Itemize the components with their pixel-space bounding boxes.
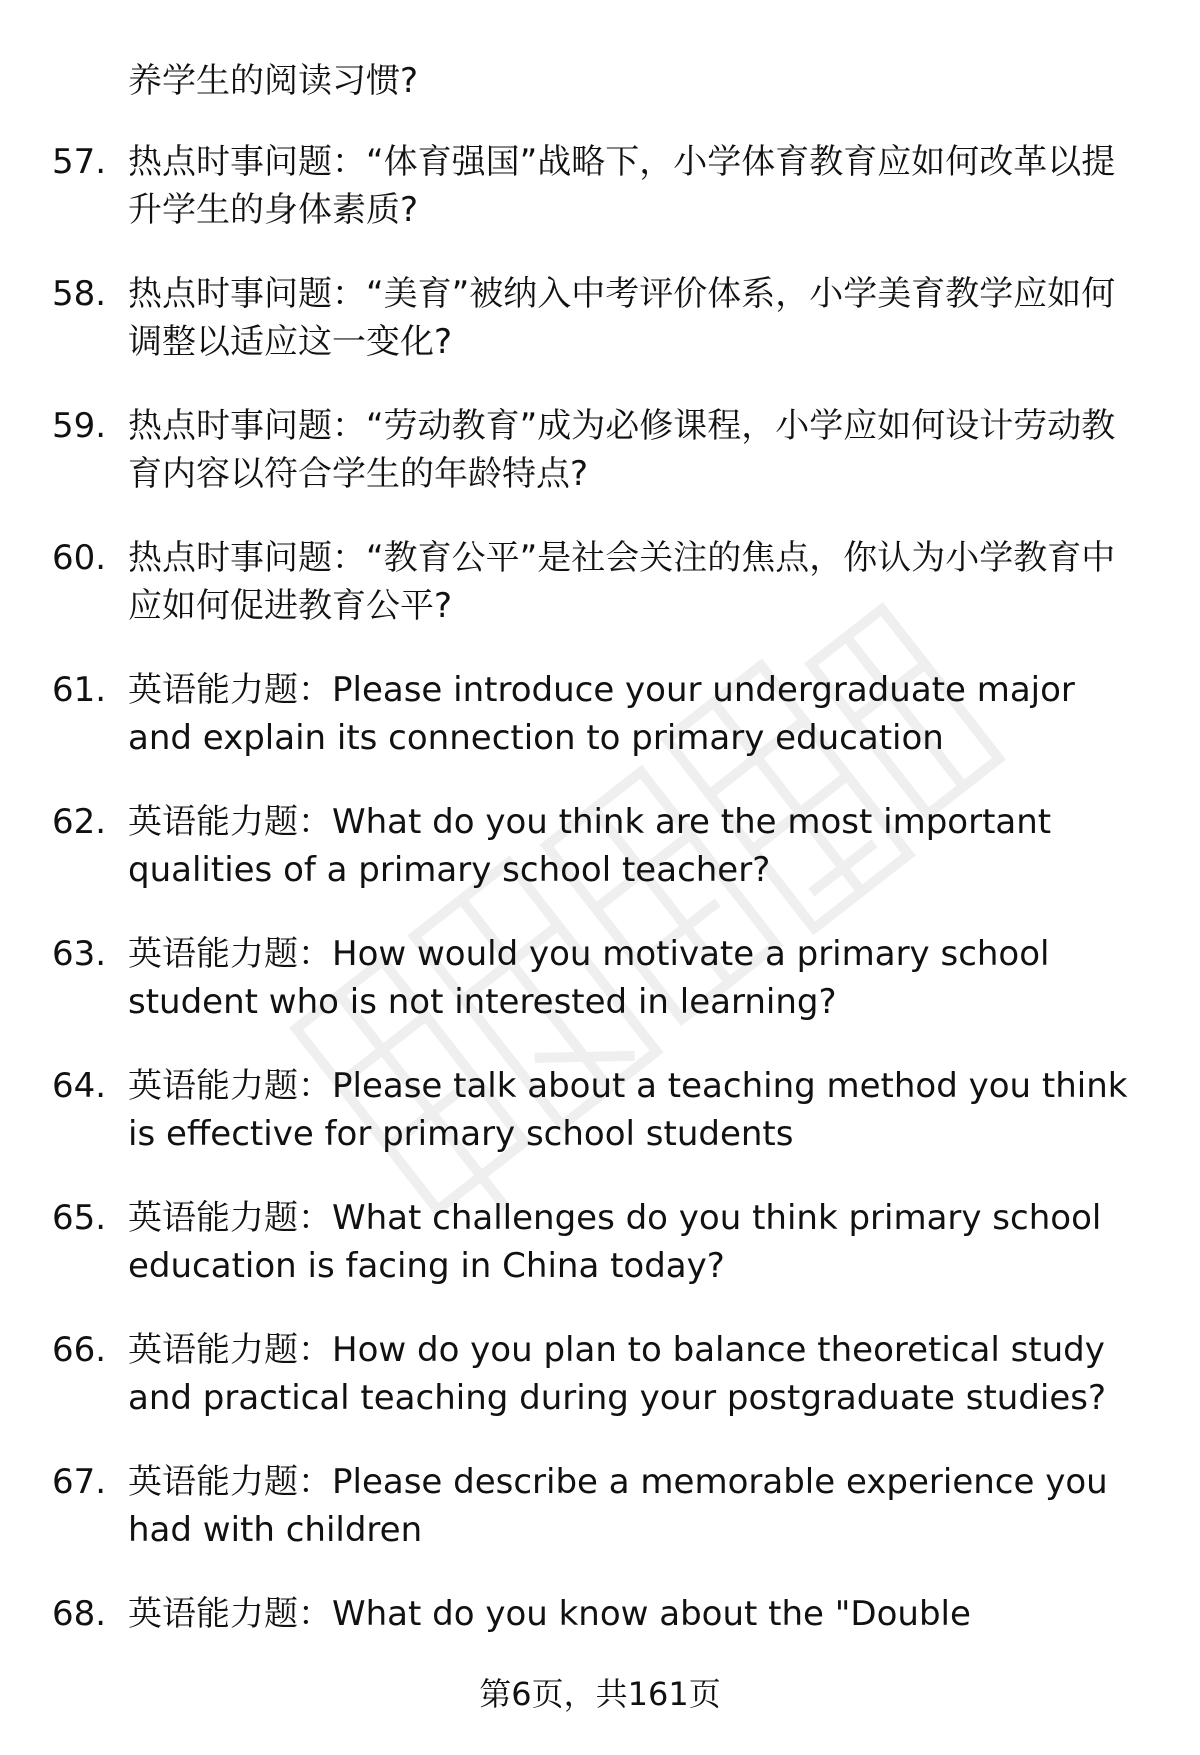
- item-text: 热点时事问题：“教育公平”是社会关注的焦点，你认为小学教育中应如何促进教育公平?: [128, 538, 1116, 626]
- item-number: 61.: [52, 670, 107, 710]
- item-number: 65.: [52, 1198, 107, 1238]
- item-number: 66.: [52, 1330, 107, 1370]
- item-number: 57.: [52, 142, 107, 182]
- item-text: 热点时事问题：“体育强国”战略下，小学体育教育应如何改革以提升学生的身体素质?: [128, 142, 1116, 230]
- page-footer: 第6页，共161页: [479, 1675, 721, 1713]
- list-item: [0, 666, 1200, 762]
- item-number: 59.: [52, 406, 107, 446]
- list-item: [0, 1326, 1200, 1422]
- item-text: 英语能力题：Please introduce your undergraduate major and explain its connection to primary education: [128, 670, 1075, 758]
- list-item: [0, 270, 1200, 366]
- item-number: 58.: [52, 274, 107, 314]
- item-number: 63.: [52, 934, 107, 974]
- item-number: 60.: [52, 538, 107, 578]
- item-text: 英语能力题：What do you know about the "Double: [128, 1594, 971, 1634]
- list-item: [0, 1062, 1200, 1158]
- item-text: 英语能力题：Please describe a memorable experience you had with children: [128, 1462, 1108, 1550]
- list-item: [0, 402, 1200, 498]
- item-text: 热点时事问题：“美育”被纳入中考评价体系，小学美育教学应如何调整以适应这一变化?: [128, 274, 1116, 362]
- item-text: 热点时事问题：“劳动教育”成为必修课程，小学应如何设计劳动教育内容以符合学生的年龄特点?: [128, 406, 1116, 494]
- item-text: 英语能力题：Please talk about a teaching method you think is effective for primary school students: [128, 1066, 1128, 1154]
- list-item: [0, 138, 1200, 234]
- continued-question-text: 养学生的阅读习惯?: [128, 61, 419, 101]
- item-number: 62.: [52, 802, 107, 842]
- question-list: [0, 138, 1200, 1722]
- list-item: [0, 798, 1200, 894]
- list-item: [0, 1194, 1200, 1290]
- list-item: [0, 930, 1200, 1026]
- list-item: [0, 534, 1200, 630]
- item-number: 68.: [52, 1594, 107, 1634]
- item-number: 64.: [52, 1066, 107, 1106]
- item-text: 英语能力题：How would you motivate a primary school student who is not interested in learning?: [128, 934, 1050, 1022]
- item-text: 英语能力题：What do you think are the most important qualities of a primary school teacher?: [128, 802, 1052, 890]
- list-item: [0, 1458, 1200, 1554]
- item-number: 67.: [52, 1462, 107, 1502]
- item-text: 英语能力题：What challenges do you think primary school education is facing in China today?: [128, 1198, 1102, 1286]
- item-text: 英语能力题：How do you plan to balance theoretical study and practical teaching during your postgraduate studies?: [128, 1330, 1107, 1418]
